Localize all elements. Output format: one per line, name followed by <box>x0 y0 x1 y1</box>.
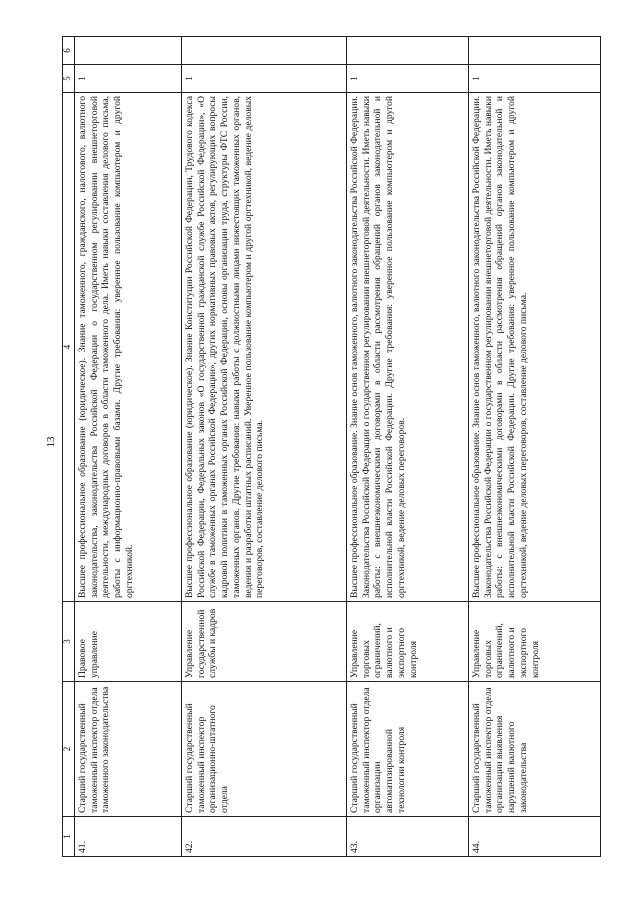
col6-value <box>469 37 601 65</box>
vacancy-count: 1 <box>469 65 601 93</box>
header-col-4: 4 <box>63 93 75 602</box>
qualification-requirements: Высшее профессиональное образование (юридическое). Знание Конституции Российской Федерации, Трудового кодекса Российской Федерации, Федеральных законов «О государственной гражданской службе Российской Федерации», «О службе в таможенных органах Российской Федерации», других нормативных правовых актов, регулирующих вопросы кадровой политики в таможенных органах Российской Федерации, основы организации труда, структуры ФТС России, таможенных органов. Другие требования: навыки работы с должностными лицами нижестоящих таможенных органов, ведения и разработки штатных расписаний. Уверенное пользование компьютером и другой оргтехникой, ведение деловых переговоров, составление делового письма. <box>182 93 347 602</box>
qualification-requirements: Высшее профессиональное образование. Знание основ таможенного, валютного законодательства Российской Федерации. Законодательства Российской Федерации о государственном регулировании внешнеторговой деятельности. Иметь навыки работы: с внешнеэкономическими договорами в области рассмотрения обращений органов законодательной и исполнительной власти Российской Федерации. Другие требования: уверенное пользование компьютером и другой оргтехникой, ведение деловых переговоров. <box>347 93 469 602</box>
row-number: 44. <box>469 817 601 857</box>
position-title: Старший государственный таможенный инспектор отдела таможенного законодательства <box>75 682 182 817</box>
header-col-5: 5 <box>63 65 75 93</box>
table-row <box>75 37 182 857</box>
table-row <box>469 37 601 857</box>
row-number: 41. <box>75 817 182 857</box>
table-row <box>347 37 469 857</box>
header-col-3: 3 <box>63 602 75 682</box>
header-col-1: 1 <box>63 817 75 857</box>
page-number: 13 <box>45 436 57 448</box>
position-title: Старший государственный таможенный инспектор организационно-штатного отдела <box>182 682 347 817</box>
header-col-6: 6 <box>63 37 75 65</box>
vacancy-count: 1 <box>75 65 182 93</box>
table-header-row <box>63 37 75 857</box>
department-name: Управление торговых ограничений, валютного и экспортного контроля <box>469 602 601 682</box>
vacancy-count: 1 <box>182 65 347 93</box>
vacancy-count: 1 <box>347 65 469 93</box>
position-title: Старший государственный таможенный инспектор отдела организации выявления нарушений валютного законодательства <box>469 682 601 817</box>
department-name: Правовое управление <box>75 602 182 682</box>
col6-value <box>347 37 469 65</box>
department-name: Управление торговых ограничений, валютного и экспортного контроля <box>347 602 469 682</box>
qualification-requirements: Высшее профессиональное образование (юридическое). Знание таможенного, гражданского, налогового, валютного законодательства, законодательства Российской Федерации о государственном регулировании внешнеторговой деятельности, международных договоров в области таможенного дела. Иметь навыки составления делового письма, работы с информационно-правовыми базами. Другие требования: уверенное пользование компьютером и другой оргтехникой. <box>75 93 182 602</box>
department-name: Управление государственной службы и кадров <box>182 602 347 682</box>
col6-value <box>182 37 347 65</box>
positions-table <box>62 36 601 857</box>
qualification-requirements: Высшее профессиональное образование. Знание основ таможенного, валютного законодательства Российской Федерации. Законодательства Российской Федерации о государственном регулировании внешнеторговой деятельности. Иметь навыки работы: с внешнеэкономическими договорами в области рассмотрения обращений органов законодательной и исполнительной власти Российской Федерации. Другие требования: уверенное пользование компьютером и другой оргтехникой, ведение деловых переговоров, составление делового письма. <box>469 93 601 602</box>
row-number: 42. <box>182 817 347 857</box>
row-number: 43. <box>347 817 469 857</box>
header-col-2: 2 <box>63 682 75 817</box>
position-title: Старший государственный таможенный инспектор отдела организации автоматизированной технологии контроля <box>347 682 469 817</box>
col6-value <box>75 37 182 65</box>
rotated-page-content <box>40 37 600 857</box>
table-row <box>182 37 347 857</box>
